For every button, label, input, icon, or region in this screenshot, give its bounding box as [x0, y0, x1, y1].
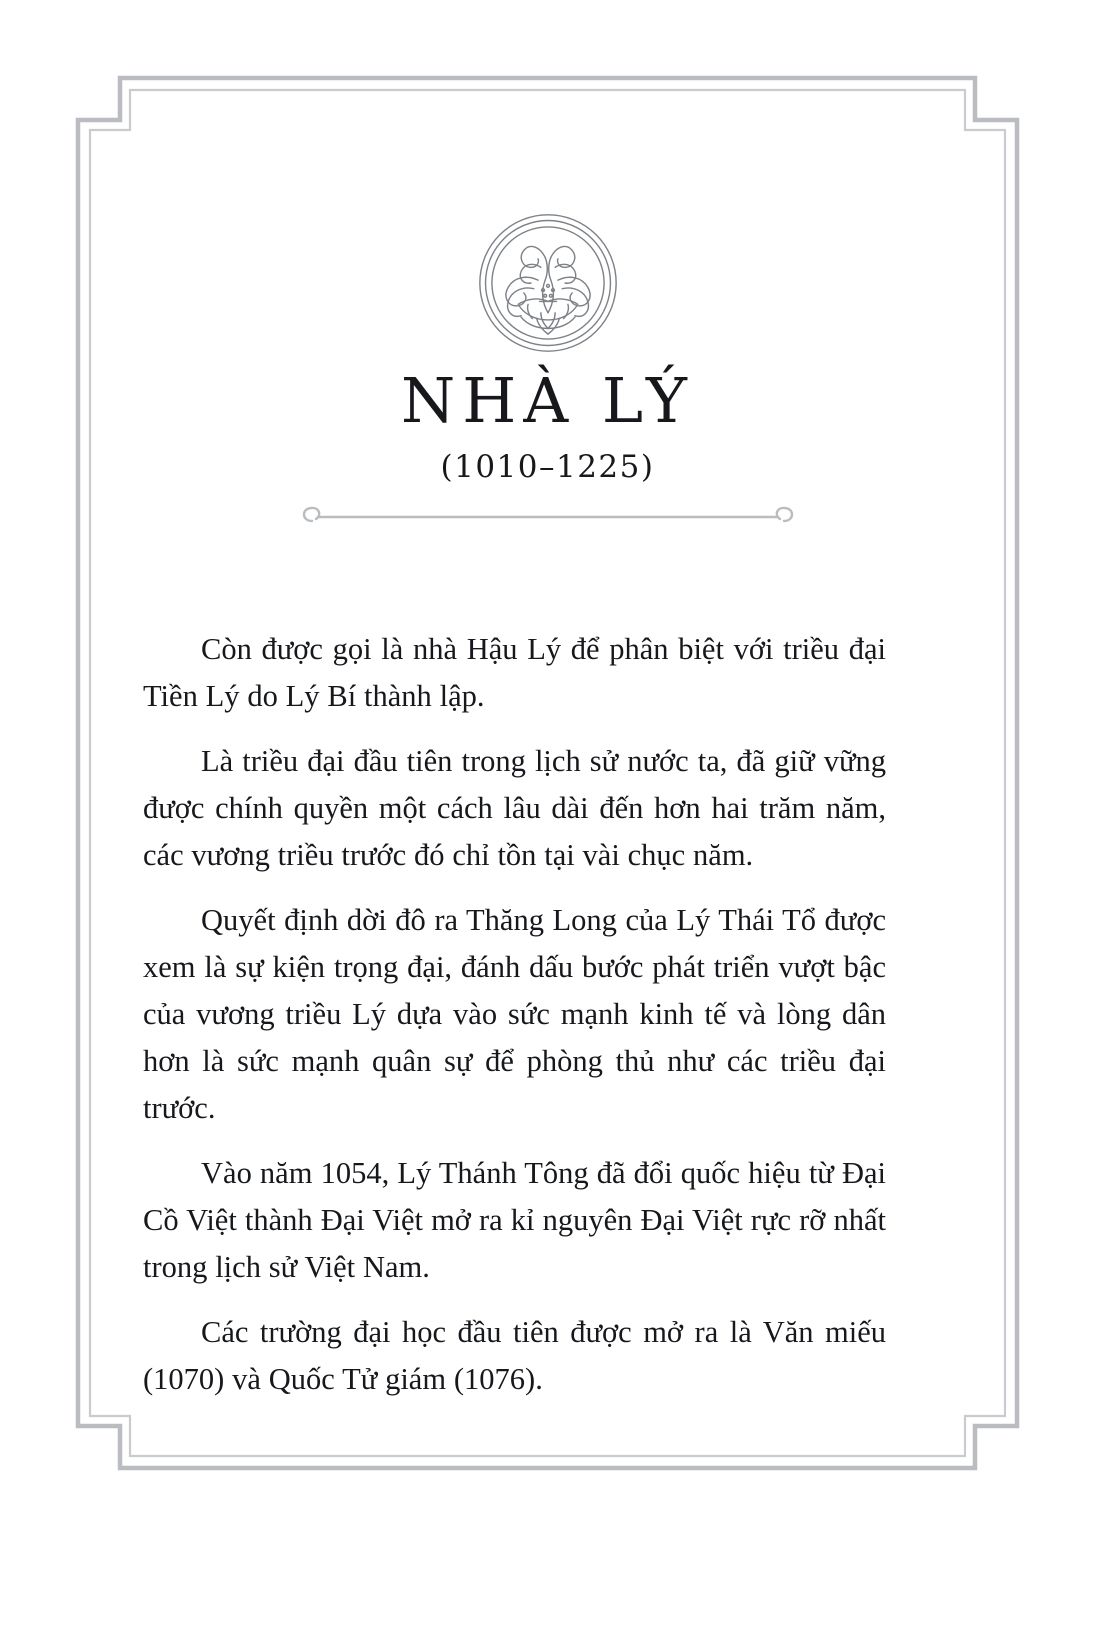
lotus-medallion-icon: [477, 212, 619, 354]
body-text: [143, 626, 886, 1403]
spiral-end-divider: [298, 500, 798, 534]
page-title: NHÀ LÝ: [401, 364, 694, 437]
paragraph-5: Các trường đại học đầu tiên được mở ra là Văn miếu (1070) và Quốc Tử giám (1076).: [143, 1315, 886, 1396]
paragraph-2: Là triều đại đầu tiên trong lịch sử nước ta, đã giữ vững được chính quyền một cách lâu dài đến hơn hai trăm năm, các vương triều trước đó chỉ tồn tại vài chục năm.: [143, 744, 886, 872]
paragraph-1: Còn được gọi là nhà Hậu Lý để phân biệt với triều đại Tiền Lý do Lý Bí thành lập.: [143, 632, 886, 713]
paragraph-3: Quyết định dời đô ra Thăng Long của Lý Thái Tổ được xem là sự kiện trọng đại, đánh dấu bước phát triển vượt bậc của vương triều Lý dựa vào sức mạnh kinh tế và lòng dân hơn là sức mạnh quân sự để phòng thủ như các triều đại trước.: [143, 903, 886, 1125]
paragraph-4: Vào năm 1054, Lý Thánh Tông đã đổi quốc hiệu từ Đại Cồ Việt thành Đại Việt mở ra kỉ nguyên Đại Việt rực rỡ nhất trong lịch sử Việt Nam.: [143, 1156, 886, 1284]
dynasty-years: (1010–1225): [440, 448, 655, 485]
title-block: [0, 364, 1095, 485]
